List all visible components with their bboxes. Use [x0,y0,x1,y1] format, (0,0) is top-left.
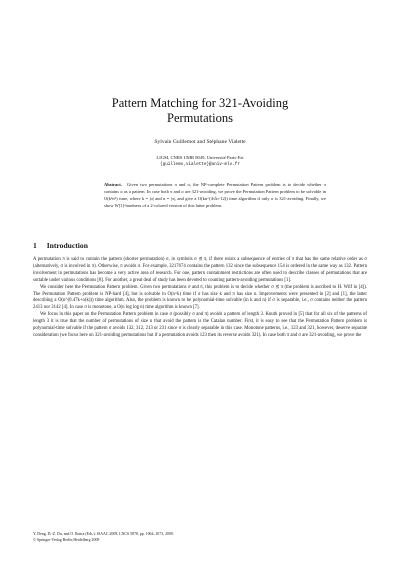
paragraph-3: We focus in this paper on the Permutation Pattern problem in case σ (possibly σ and π) avoids a pattern of length 3. Knuth proved in [5] that for all six of the patterns of length 3 it is true that the number of permutations of size n that avoid the pattern is the Catalan number. First, it is easy to see that the Permutation Pattern problem is polynomial-time solvable if the pattern σ avoids 132, 312, 213 or 231 since σ is clearly separable in this case. Monotone patterns, i.e., 123 and 321, however, deserve separate consideration (we focus here on 321-avoiding permutations but if a permutation avoids 123 then its reverse avoids 321). In case both π and σ are 321-avoiding, we prove the [33,312,367,338]
paper-title-line-2: Permutations [167,111,233,125]
footer-copyright: © Springer-Verlag Berlin Heidelberg 2009 [33,537,100,542]
affiliation-email: {guillemo,vialette}@univ-mlv.fr [160,161,240,167]
page-footer [33,532,367,543]
paper-authors: Sylvain Guillemot and Stéphane Vialette [154,139,246,145]
section-title: Introduction [46,241,88,250]
paper-title [60,96,340,126]
abstract-text: Given two permutations π and σ, the NP-complete Permutation Pattern problem is to decide whether π contains σ as a pattern. In case both π and σ are 321-avoiding, we prove the Permutation Pattern problem to be solvable in O(k²n⁶) time, where k = |σ| and n = |π|, and give a O(kn^(4√k+12)) time algorithm if only σ is 321-avoiding. Finally, we show W[1]-hardness of a 2-colored version of this latter problem. [104,182,327,208]
paper-title-line-1: Pattern Matching for 321-Avoiding [111,96,289,110]
paper-affiliation [60,155,340,169]
abstract-label: Abstract. [104,182,122,187]
abstract [104,182,326,210]
footer-citation: Y. Deng, D.-Z. Du, and O. Ibarra (Eds.): ISAAC 2009, LNCS 5878, pp. 1064–1073, 2009. [33,532,174,536]
body-text [33,257,367,340]
paragraph-1: A permutation π is said to contain the pattern (shorter permutation) σ, in symbols σ ⪯ π, if there exists a subsequence of entries of π that has the same relative order as σ (alternatively, σ is involved in π). Otherwise, π avoids σ. For example, 3217674 contains the pattern 132 since the subsequence 154 is ordered in the same way as 132. Pattern involvement in permutations has become a very active area of research. For one, pattern containment restrictions are often used to describe classes of permutations that are sortable under various conditions [8]. For another, a great deal of study has been devoted to counting pattern-avoiding permutations [1]. [33,257,367,283]
section-number: 1 [33,241,37,250]
section-heading [33,241,353,250]
affiliation-institution: LIGM, CNRS UMR 8049, Université Paris-Est [156,155,244,160]
paragraph-2: We consider here the Permutation Pattern problem. Given two permutations σ and π, this problem is to decide whether σ ⪯ π (the problem is ascribed to H. Wilf in [4]). The Permutation Pattern problem is NP-hard [4], but is solvable in O(n^k) time if σ has size k and π has size n. Improvements were presented in [2] and [1], the latter describing a O(n^(0.47k+o(k))) time algorithm. Also, the problem is known to be polynomial-time solvable (in k and n) if σ is separable, i.e., σ contains neither the pattern 2413 nor 3142 [4]. In case σ is monotone, a O(n log log n) time algorithm is known [7]. [33,284,367,311]
